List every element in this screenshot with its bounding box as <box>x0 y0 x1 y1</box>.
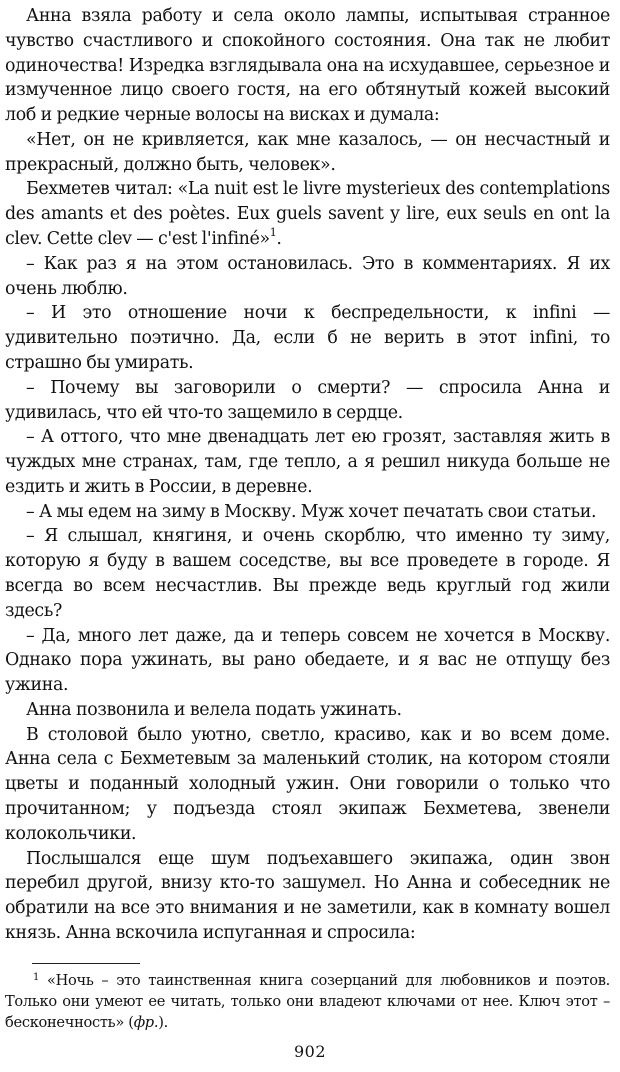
paragraph: – Почему вы заговорили о смерти? — спросила Анна и удивилась, что ей что-то защемило в сердце. <box>5 377 610 423</box>
footnote-language-abbr: фр. <box>133 1014 159 1031</box>
page-number: 902 <box>293 1042 327 1061</box>
footnote-divider <box>32 963 140 964</box>
footnote-reference[interactable]: 1 <box>269 226 277 240</box>
paragraph: В столовой было уютно, светло, красиво, как и во всем доме. Анна села с Бехметевым за маленький столик, на котором стояли цветы и поданный холодный ужин. Они говорили о только что прочитанном; у подъезда стоял экипаж Бехметева, звенели колокольчики. <box>5 724 610 844</box>
page <box>5 0 610 946</box>
paragraph: Анна взяла работу и села около лампы, испытывая странное чувство счастливого и спокойного состояния. Она так не любит одиночества! Изредка взглядывала она на исхудавшее, серьезное и измученное лицо своего гостя, на его обтянутый кожей высокий лоб и редкие черные волосы на висках и думала: <box>5 6 610 126</box>
paragraph: – А мы едем на зиму в Москву. Муж хочет печатать свои статьи. <box>26 501 597 522</box>
paragraph: – И это отношение ночи к беспредельности, к infini — удивительно поэтично. Да, если б не верить в этот infini, то страшно бы умирать. <box>5 303 610 373</box>
footnote-mark: 1 <box>33 972 40 983</box>
footnote-text: «Ночь – это таинственная книга созерцаний для любовников и поэтов. Только они умеют ее читать, только они владеют ключами от нее. Ключ этот – бесконечность» ( <box>5 972 610 1031</box>
paragraph: – Я слышал, княгиня, и очень скорблю, что именно ту зиму, которую я буду в вашем соседстве, вы все проведете в городе. Я всегда во всем несчастлив. Вы прежде ведь круглый год жили здесь? <box>5 526 610 621</box>
quote-tail: . <box>276 229 282 250</box>
footnote-tail: ). <box>158 1014 168 1031</box>
quote-text: Бехметев читал: «La nuit est le livre mysterieux des contemplations des amants et des poètes. Eux guels savent y lire, eux seuls en ont la clev. Cette clev — c'est l'infiné» <box>5 179 610 250</box>
paragraph: – Да, много лет даже, да и теперь совсем не хочется в Москву. Однако пора ужинать, вы рано обедаете, и я вас не отпущу без ужина. <box>5 625 610 696</box>
paragraph: Послышался еще шум подъехавшего экипажа, один звон перебил другой, внизу кто-то зашумел. Но Анна и собеседник не обратили на все это внимания и не заметили, как в комнату вошел князь. Анна вскочила испуганная и спросила: <box>5 848 610 943</box>
body-text <box>5 0 610 946</box>
paragraph: «Нет, он не кривляется, как мне казалось, — он несчастный и прекрасный, должно быть, человек». <box>5 129 610 175</box>
paragraph: – Как раз я на этом остановилась. Это в комментариях. Я их очень люблю. <box>5 253 610 299</box>
paragraph: – А оттого, что мне двенадцать лет ею грозят, заставляя жить в чуждых мне странах, там, где тепло, а я решил никуда больше не ездить и жить в России, в деревне. <box>5 427 610 497</box>
footnote <box>5 970 610 1033</box>
paragraph-with-quote <box>5 177 610 251</box>
paragraph: Анна позвонила и велела подать ужинать. <box>26 699 402 720</box>
